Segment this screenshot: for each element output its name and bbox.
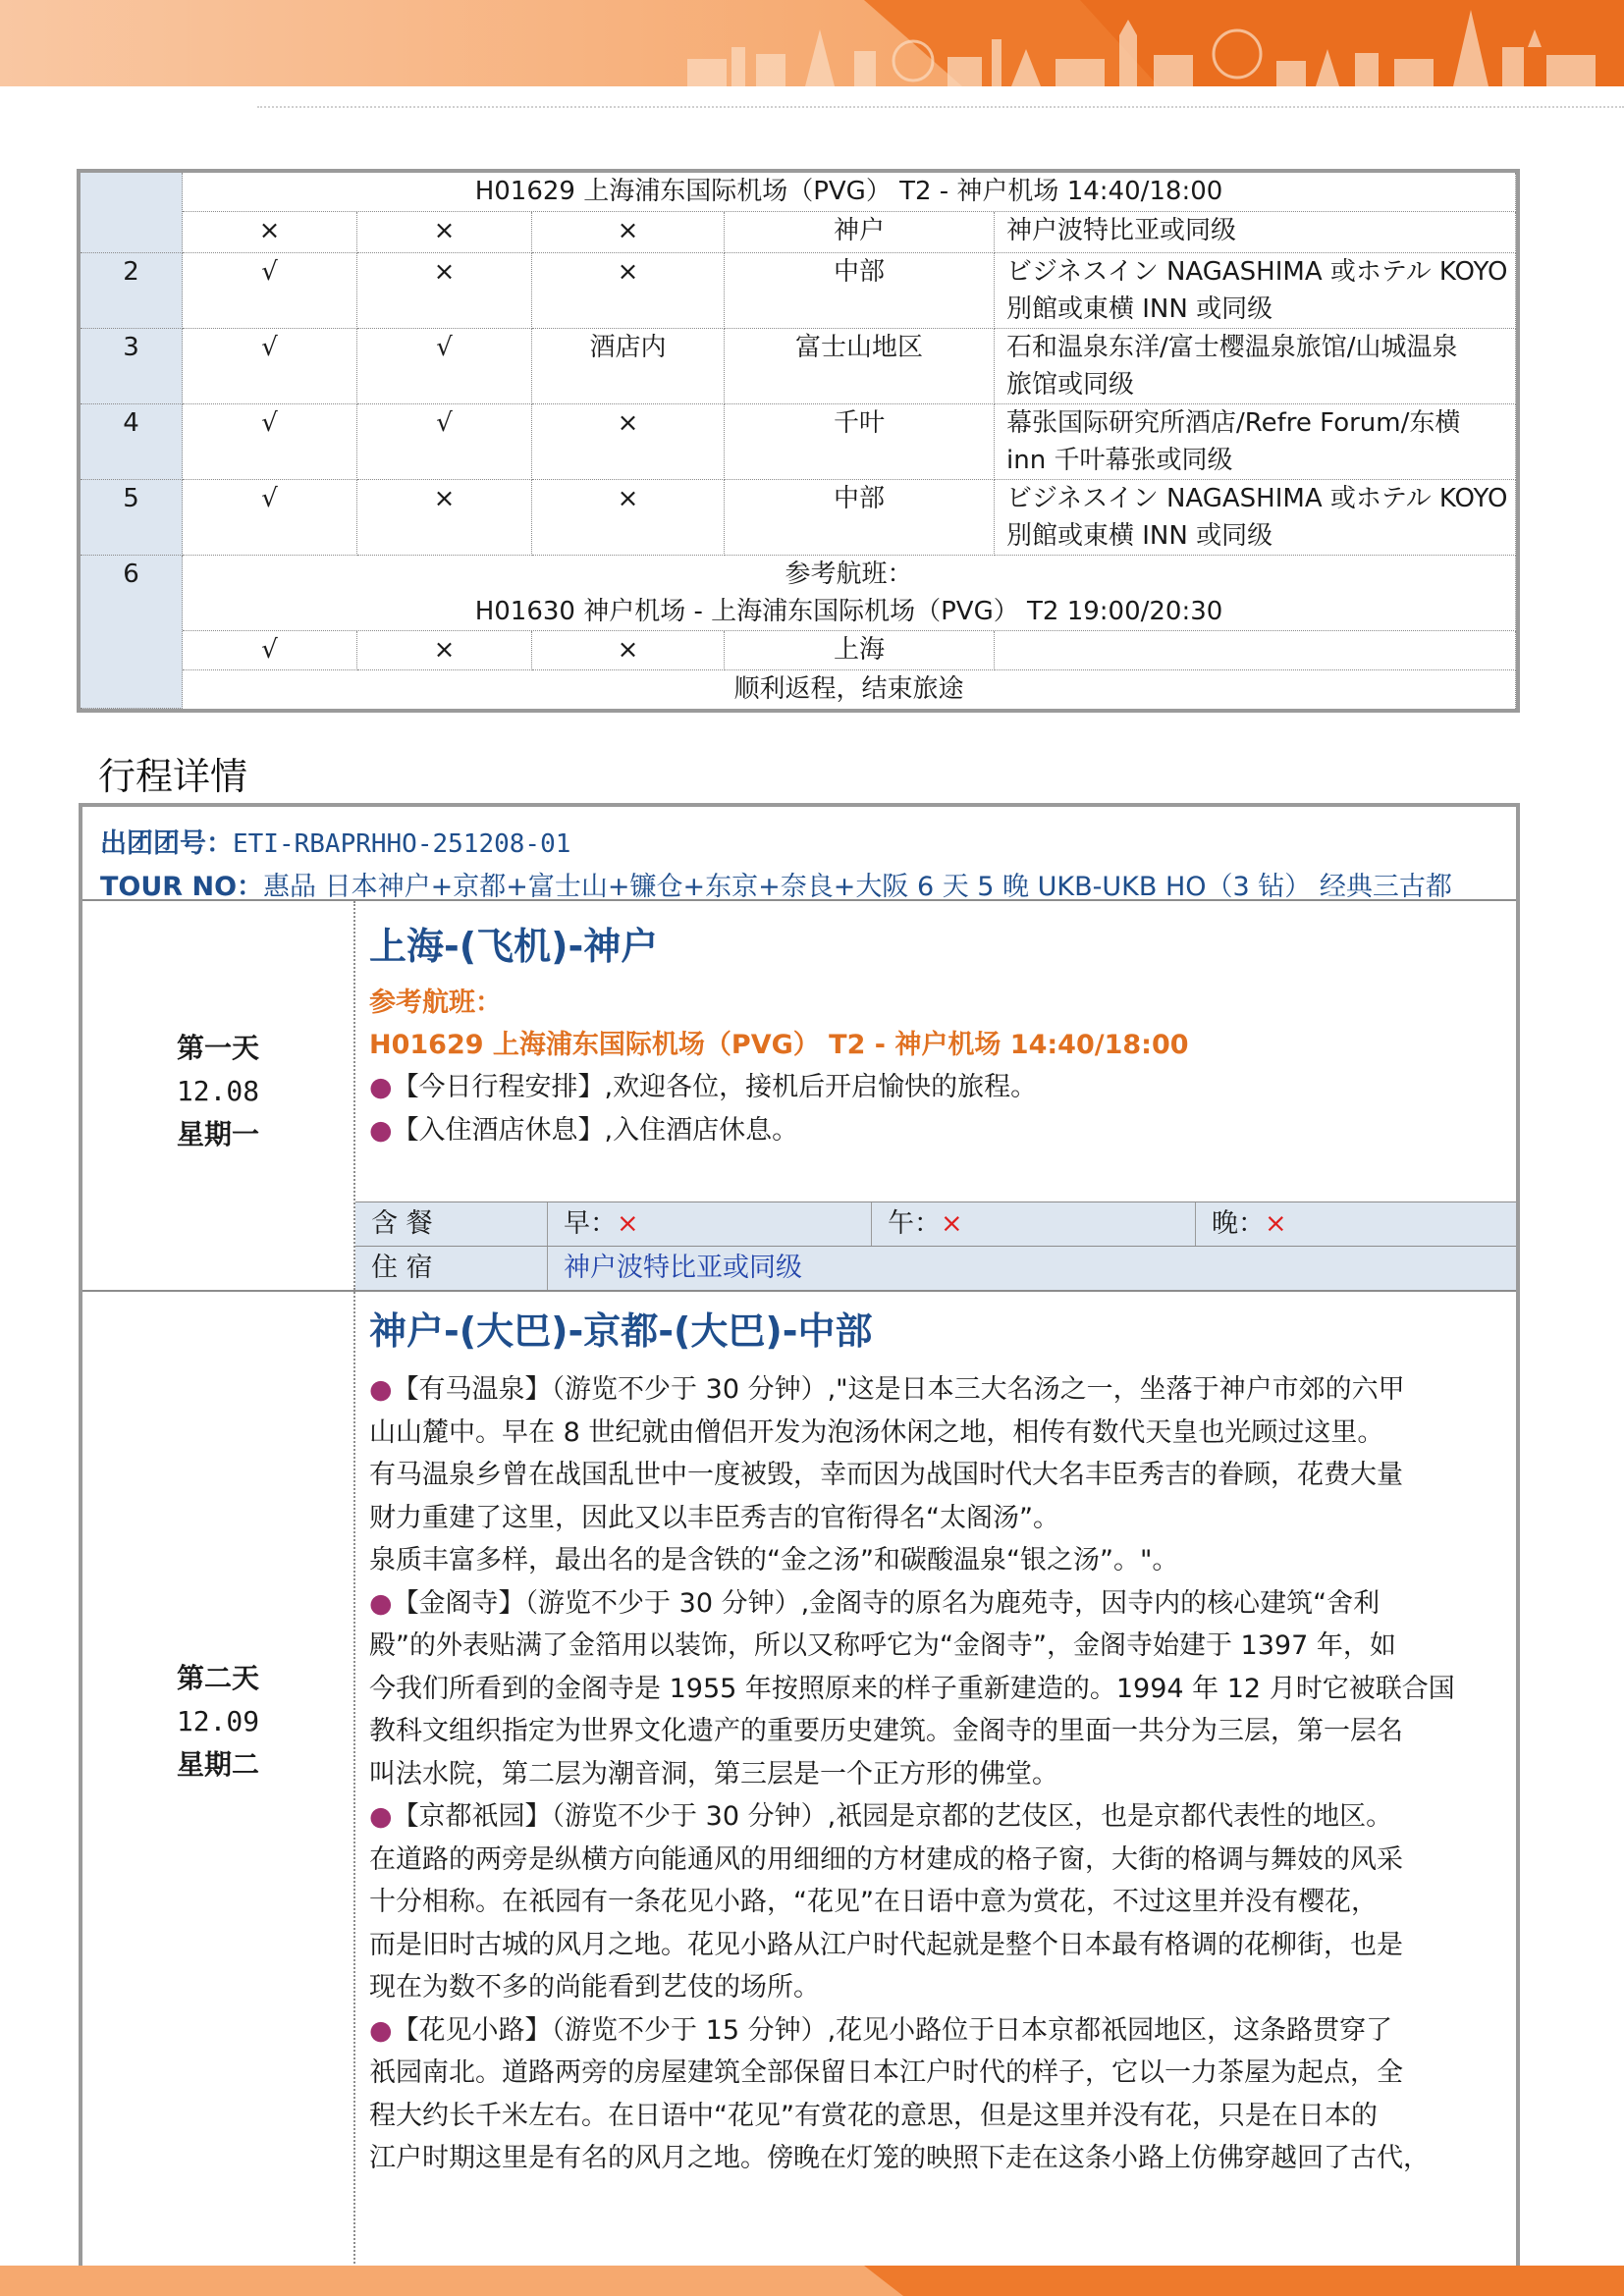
ref-flight-label: 参考航班： — [369, 988, 502, 1018]
header-divider — [257, 106, 1624, 108]
dinner-cell: × — [532, 253, 725, 329]
day-title: 第二天 — [176, 1662, 259, 1694]
bullet-icon: ● — [369, 1587, 393, 1619]
paragraph-line — [369, 1881, 1506, 1924]
itinerary-summary-table — [77, 169, 1520, 713]
lunch-cell: √ — [357, 329, 532, 404]
line-text: 【京都祇园】（游览不少于 30 分钟）,祇园是京都的艺伎区，也是京都代表性的地区。 — [392, 1801, 1393, 1832]
line-text: 江户时期这里是有名的风月之地。傍晚在灯笼的映照下走在这条小路上仿佛穿越回了古代， — [369, 2143, 1430, 2173]
day2-content — [355, 1292, 1516, 2295]
header-banner — [0, 0, 1624, 86]
itinerary-item — [369, 2009, 1506, 2053]
itinerary-item — [369, 1109, 1506, 1152]
hotel-cell — [995, 631, 1516, 670]
line-text: 今我们所看到的金阁寺是 1955 年按照原来的样子重新建造的。1994 年 12 月时它被联合国 — [369, 1673, 1455, 1704]
hotel-name: 神户波特比亚或同级 — [564, 1253, 802, 1283]
line-text: 祇园南北。道路两旁的房屋建筑全部保留日本江户时代的样子，它以一力茶屋为起点，全 — [369, 2057, 1403, 2088]
itinerary-detail-panel — [79, 803, 1520, 2295]
hotel-line: 別館或東横 INN 或同级 — [1006, 521, 1273, 551]
dinner-cell: × — [532, 404, 725, 480]
itinerary-item — [369, 1795, 1506, 1839]
line-text: 【金阁寺】（游览不少于 30 分钟）,金阁寺的原名为鹿苑寺，因寺内的核心建筑“舍利 — [392, 1587, 1380, 1619]
line-text: 现在为数不多的尚能看到艺伎的场所。 — [369, 1972, 820, 2002]
hotel-cell — [995, 329, 1516, 404]
paragraph-line — [369, 1966, 1506, 2009]
meals-label: 含 餐 — [355, 1202, 548, 1246]
line-text: 而是旧时古城的风月之地。花见小路从江户时代起就是整个日本最有格调的花柳街，也是 — [369, 1929, 1403, 1960]
dinner-cell: × — [532, 212, 725, 253]
hotel-line: ビジネスイン NAGASHIMA 或ホテル KOYO — [1006, 484, 1508, 513]
paragraph-line — [369, 2095, 1506, 2138]
day-cell — [81, 173, 183, 253]
line-text: 泉质丰富多样，最出名的是含铁的“金之汤”和碳酸温泉“银之汤”。"。 — [369, 1545, 1179, 1575]
paragraph-line — [369, 1924, 1506, 1967]
day-weekday: 星期一 — [176, 1118, 259, 1150]
day-date: 12.08 — [176, 1075, 260, 1107]
breakfast — [548, 1202, 872, 1246]
hotel-cell — [995, 253, 1516, 329]
line-text: 在道路的两旁是纵横方向能通风的用细细的方材建成的格子窗，大街的格调与舞妓的风采 — [369, 1843, 1403, 1875]
paragraph-line — [369, 1753, 1506, 1796]
hotel-row — [355, 1246, 1516, 1290]
paragraph-line — [369, 1412, 1506, 1455]
section-title: 行程详情 — [98, 755, 248, 798]
lunch-label: 午： — [888, 1208, 941, 1239]
day-date: 12.09 — [176, 1705, 260, 1737]
day-cell: 6 — [81, 556, 183, 709]
line-text: 教科文组织指定为世界文化遗产的重要历史建筑。金阁寺的里面一共分为三层，第一层名 — [369, 1716, 1403, 1746]
line-text: 【花见小路】（游览不少于 15 分钟）,花见小路位于日本京都祇园地区，这条路贯穿了 — [392, 2014, 1393, 2046]
hotel-cell — [995, 480, 1516, 556]
city-cell: 上海 — [725, 631, 995, 670]
item-text: 【今日行程安排】,欢迎各位，接机后开启愉快的旅程。 — [392, 1072, 1038, 1102]
city-cell: 神户 — [725, 212, 995, 253]
paragraph-line — [369, 1839, 1506, 1882]
paragraph-line — [369, 2052, 1506, 2095]
line-text: 叫法水院，第二层为潮音洞，第三层是一个正方形的佛堂。 — [369, 1758, 1058, 1789]
group-label: 出团团号： — [100, 828, 233, 859]
tour-header — [82, 807, 1516, 901]
city-cell: 千叶 — [725, 404, 995, 480]
lunch-cell: × — [357, 480, 532, 556]
hotel-line: 石和温泉东洋/富士樱温泉旅馆/山城温泉 — [1006, 333, 1458, 362]
hotel-line: ビジネスイン NAGASHIMA 或ホテル KOYO — [1006, 257, 1508, 287]
day1-content — [355, 901, 1516, 1201]
hotel-line: 旅馆或同级 — [1006, 370, 1135, 400]
dinner-label: 晚： — [1212, 1208, 1265, 1239]
itinerary-item — [369, 1582, 1506, 1626]
paragraph-line — [369, 1668, 1506, 1711]
hotel-label: 住 宿 — [355, 1247, 548, 1290]
hotel-line: 別館或東横 INN 或同级 — [1006, 294, 1273, 324]
no-meal-icon: × — [941, 1208, 963, 1239]
flight-out: H01629 上海浦东国际机场（PVG） T2 - 神户机场 14:40/18:00 — [183, 173, 1516, 212]
line-text: 殿”的外表贴满了金箔用以装饰，所以又称呼它为“金阁寺”，金阁寺始建于 1397 年，如 — [369, 1630, 1396, 1661]
line-text: 十分相称。在祇园有一条花见小路，“花见”在日语中意为赏花，不过这里并没有樱花， — [369, 1887, 1378, 1917]
itinerary-item — [369, 1066, 1506, 1109]
bullet-icon: ● — [369, 1072, 393, 1102]
breakfast-cell: √ — [183, 404, 357, 480]
paragraph-line — [369, 1497, 1506, 1540]
paragraph-line — [369, 2137, 1506, 2180]
line-text: 程大约长千米左右。在日语中“花见”有赏花的意思，但是这里并没有花，只是在日本的 — [369, 2100, 1378, 2131]
paragraph-line — [369, 1625, 1506, 1668]
day-route: 神户-(大巴)-京都-(大巴)-中部 — [369, 1309, 873, 1353]
breakfast-cell: √ — [183, 329, 357, 404]
day2-description — [369, 1368, 1506, 2180]
group-number: ETI-RBAPRHHO-251208-01 — [233, 829, 571, 859]
day-cell: 3 — [81, 329, 183, 404]
ref-flight: H01629 上海浦东国际机场（PVG） T2 - 神户机场 14:40/18:00 — [369, 1030, 1189, 1060]
breakfast-cell: √ — [183, 253, 357, 329]
dinner-cell: 酒店内 — [532, 329, 725, 404]
day1-date-column — [82, 901, 355, 1290]
dinner-cell: × — [532, 631, 725, 670]
day-weekday: 星期二 — [176, 1748, 259, 1781]
dinner — [1196, 1202, 1516, 1246]
flight-back: H01630 神户机场 - 上海浦东国际机场（PVG） T2 19:00/20:30 — [474, 597, 1223, 626]
line-text: 山山麓中。早在 8 世纪就由僧侣开发为泡汤休闲之地，相传有数代天皇也光顾过这里。 — [369, 1416, 1384, 1448]
lunch-cell: × — [357, 631, 532, 670]
day-cell: 2 — [81, 253, 183, 329]
line-text: 有马温泉乡曾在战国乱世中一度被毁，幸而因为战国时代大名丰臣秀吉的眷顾，花费大量 — [369, 1460, 1403, 1490]
day-cell: 4 — [81, 404, 183, 480]
breakfast-cell: √ — [183, 480, 357, 556]
breakfast-cell: √ — [183, 631, 357, 670]
paragraph-line — [369, 1454, 1506, 1497]
hotel-cell — [995, 404, 1516, 480]
meals-row — [355, 1201, 1516, 1246]
no-meal-icon: × — [617, 1208, 639, 1239]
item-text: 【入住酒店休息】,入住酒店休息。 — [392, 1114, 799, 1146]
day-title: 第一天 — [176, 1032, 259, 1064]
breakfast-cell: × — [183, 212, 357, 253]
tour-name: 惠品 日本神户+京都+富士山+镰仓+东京+奈良+大阪 6 天 5 晚 UKB-UKB HO（3 钻） 经典三古都 — [263, 872, 1452, 902]
lunch-cell: × — [357, 212, 532, 253]
dinner-cell: × — [532, 480, 725, 556]
bullet-icon: ● — [369, 1114, 393, 1146]
paragraph-line — [369, 1539, 1506, 1582]
bullet-icon: ● — [369, 1801, 393, 1832]
day-cell: 5 — [81, 480, 183, 556]
day-route: 上海-(飞机)-神户 — [369, 925, 659, 968]
lunch-cell: × — [357, 253, 532, 329]
city-cell: 中部 — [725, 480, 995, 556]
footer-band — [0, 2266, 1624, 2296]
day1-meals-hotel — [355, 1201, 1516, 1290]
lunch-cell: √ — [357, 404, 532, 480]
return-flight-cell — [183, 556, 1516, 631]
lunch — [872, 1202, 1196, 1246]
itinerary-item — [369, 1368, 1506, 1412]
line-text: 财力重建了这里，因此又以丰臣秀吉的官衔得名“太阁汤”。 — [369, 1502, 1059, 1533]
city-cell: 中部 — [725, 253, 995, 329]
day2-date-column — [82, 1292, 355, 2295]
bullet-icon: ● — [369, 2014, 393, 2046]
ref-flight-label: 参考航班： — [785, 560, 913, 589]
line-text: 【有马温泉】（游览不少于 30 分钟）,"这是日本三大名汤之一，坐落于神户市郊的六甲 — [392, 1374, 1405, 1405]
breakfast-label: 早： — [564, 1208, 617, 1239]
tour-label: TOUR NO： — [100, 872, 264, 902]
city-cell: 富士山地区 — [725, 329, 995, 404]
paragraph-line — [369, 1710, 1506, 1753]
hotel-line: 幕张国际研究所酒店/Refre Forum/东横 — [1006, 408, 1461, 438]
trip-end-note: 顺利返程，结束旅途 — [183, 670, 1516, 709]
hotel-line: inn 千叶幕张或同级 — [1006, 446, 1233, 475]
bullet-icon: ● — [369, 1374, 393, 1405]
hotel-cell: 神户波特比亚或同级 — [995, 212, 1516, 253]
no-meal-icon: × — [1265, 1208, 1287, 1239]
